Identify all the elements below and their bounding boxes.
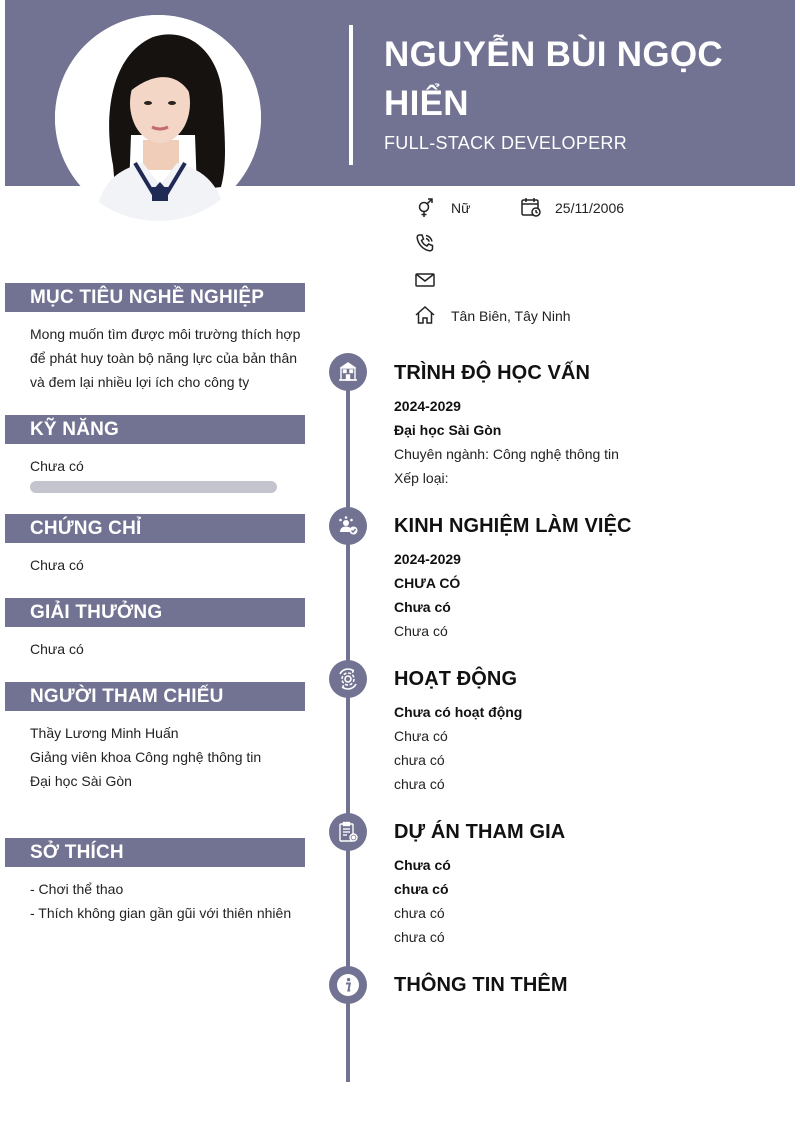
reference-line: Thầy Lương Minh Huấn	[30, 725, 179, 741]
activity-line: chưa có	[394, 752, 445, 768]
objective-header	[5, 283, 305, 312]
education-major: Chuyên ngành: Công nghệ thông tin	[394, 446, 619, 462]
project-line: chưa có	[394, 905, 445, 921]
certificates-item: Chưa có	[30, 557, 84, 573]
experience-title: KINH NGHIỆM LÀM VIỆC	[394, 515, 632, 537]
references-header	[5, 682, 305, 711]
activities-heading: Chưa có hoạt động	[394, 704, 523, 720]
experience-period: 2024-2029	[394, 551, 461, 567]
education-title: TRÌNH ĐỘ HỌC VẤN	[394, 362, 591, 384]
calendar-icon	[520, 196, 542, 218]
hobbies-title: SỞ THÍCH	[30, 842, 124, 863]
reference-line: Giảng viên khoa Công nghệ thông tin	[30, 749, 262, 765]
activity-line: Chưa có	[394, 728, 448, 744]
home-icon	[414, 304, 436, 326]
activity-gear-icon	[329, 660, 367, 698]
objective-line: để phát huy toàn bộ năng lực của bản thân	[30, 350, 298, 366]
education-rank: Xếp loại:	[394, 470, 449, 486]
education-period: 2024-2029	[394, 398, 461, 414]
skill-item: Chưa có	[30, 458, 84, 474]
email-icon	[414, 269, 436, 291]
hobbies-header	[5, 838, 305, 867]
experience-company: CHƯA CÓ	[394, 575, 461, 591]
references-text	[30, 721, 261, 793]
experience-description: Chưa có	[394, 623, 448, 639]
gender-icon	[414, 197, 436, 219]
phone-icon	[414, 232, 436, 254]
reference-line: Đại học Sài Gòn	[30, 773, 132, 789]
candidate-role: FULL-STACK DEVELOPERR	[384, 133, 628, 153]
project-line: chưa có	[394, 929, 445, 945]
project-clipboard-icon	[329, 813, 367, 851]
objective-line: Mong muốn tìm được môi trường thích hợp	[30, 326, 301, 342]
more-info-title: THÔNG TIN THÊM	[394, 974, 568, 996]
header-divider	[349, 25, 353, 165]
projects-title: DỰ ÁN THAM GIA	[394, 821, 566, 843]
objective-line: và đem lại nhiều lợi ích cho công ty	[30, 374, 250, 390]
objective-title: MỤC TIÊU NGHỀ NGHIỆP	[30, 287, 265, 308]
project-line: chưa có	[394, 881, 449, 897]
skill-level-bar	[30, 481, 277, 493]
hobby-line: - Chơi thể thao	[30, 881, 124, 897]
avatar	[55, 15, 261, 221]
gender-text: Nữ	[451, 200, 471, 216]
certificates-header	[5, 514, 305, 543]
awards-item: Chưa có	[30, 641, 84, 657]
address-text: Tân Biên, Tây Ninh	[451, 308, 571, 324]
objective-text	[30, 322, 300, 394]
team-icon	[329, 507, 367, 545]
info-icon	[329, 966, 367, 1004]
school-icon	[329, 353, 367, 391]
hobby-line: - Thích không gian gần gũi với thiên nhiên	[30, 905, 292, 921]
birthday-text: 25/11/2006	[555, 200, 625, 216]
awards-header	[5, 598, 305, 627]
activities-title: HOẠT ĐỘNG	[394, 668, 518, 690]
education-school: Đại học Sài Gòn	[394, 422, 502, 438]
project-line: Chưa có	[394, 857, 451, 873]
experience-position: Chưa có	[394, 599, 451, 615]
certificates-title: CHỨNG CHỈ	[30, 518, 142, 539]
activity-line: chưa có	[394, 776, 445, 792]
references-title: NGƯỜI THAM CHIẾU	[30, 686, 224, 707]
skills-header	[5, 415, 305, 444]
candidate-name: NGUYỄN BÙI NGỌC HIỂN	[384, 35, 723, 123]
hobbies-text	[30, 877, 291, 925]
awards-title: GIẢI THƯỞNG	[30, 602, 163, 623]
skills-title: KỸ NĂNG	[30, 419, 120, 440]
